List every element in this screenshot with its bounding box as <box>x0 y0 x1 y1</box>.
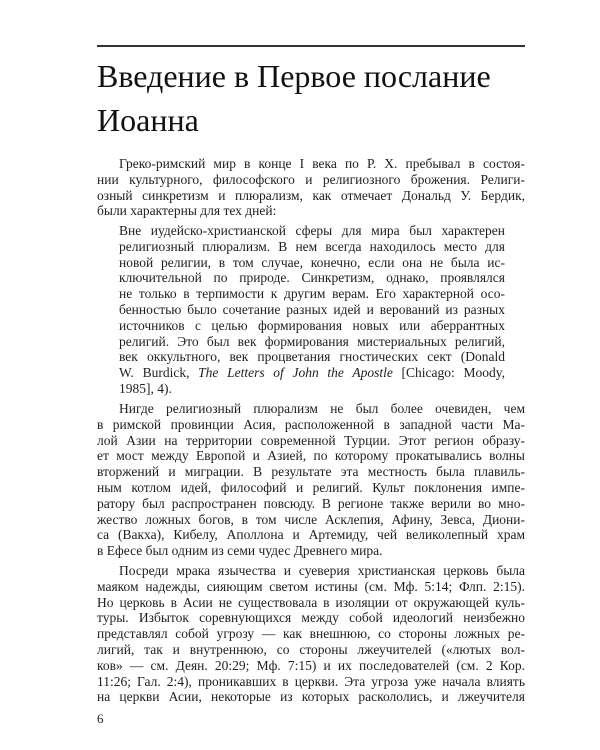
text-line: Греко-римский мир в конце I века по Р. Х. пребывал в состоя- <box>119 156 525 171</box>
page-number: 6 <box>97 711 104 726</box>
text-line: ратору был распространен повсюду. В регионе также верили во мно- <box>97 495 525 511</box>
text-line: 11:26; Гал. 2:4), проникавших в церкви. Эта угроза уже начала влиять <box>97 673 525 689</box>
text-line: лигий, так и внутреннюю, со стороны лжеучителей («лютых вол- <box>97 641 525 657</box>
text-line: нии культурного, философского и религиозного брожения. Религи- <box>97 171 525 187</box>
text-line: Вне иудейско-христианской сферы для мира был характерен <box>119 223 505 238</box>
citation-line <box>119 365 505 381</box>
text-line: в римской провинции Асия, расположенной в западной части Ма- <box>97 416 525 432</box>
citation-publisher: [Chicago: Moody, <box>392 365 505 381</box>
block-quote <box>119 223 505 397</box>
text-line: озный синкретизм и плюрализм, как отмечает Дональд У. Бердик, <box>97 187 525 203</box>
text-line: Нигде религиозный плюрализм не был более очевиден, чем <box>119 401 525 416</box>
title-line: Иоанна <box>97 102 199 138</box>
text-line: лой Азии на территории современной Турции. Этот регион образу- <box>97 432 525 448</box>
text-line: ключительной по природе. Синкретизм, однако, проявлялся <box>119 270 505 286</box>
header-rule <box>97 45 525 47</box>
text-line: туры. Избыток соревнующихся между собой идеологий неизбежно <box>97 610 525 626</box>
text-line: представлял собой угрозу — как внешнюю, со стороны ложных ре- <box>97 626 525 642</box>
text-line: были характерны для тех дней: <box>97 203 277 219</box>
citation-book-title: The Letters of John the Apostle <box>198 365 393 381</box>
citation-author: W. Burdick, <box>119 365 199 381</box>
text-line: Но церковь в Асии не существовала в изоляции от окружающей куль- <box>97 594 525 610</box>
text-line: религиозный плюрализм. В нем всегда находилось место для <box>119 238 505 254</box>
paragraph-2 <box>97 401 525 559</box>
citation-end: 1985], 4). <box>119 380 172 396</box>
chapter-title <box>97 54 491 142</box>
paragraph-1 <box>97 156 525 219</box>
paragraph-3 <box>97 563 525 705</box>
text-line: век оккультного, век процветания гностических сект (Donald <box>119 349 505 365</box>
text-line: не только в терпимости к другим верам. Его характерной осо- <box>119 286 505 302</box>
title-line: Введение в Первое послание <box>97 58 491 94</box>
text-line: ков» — см. Деян. 20:29; Мф. 7:15) и их последователей (см. 2 Кор. <box>97 657 525 673</box>
text-line: ет мост между Европой и Азией, по которому прокатывались волны <box>97 448 525 464</box>
text-line: Посреди мрака язычества и суеверия христианская церковь была <box>119 563 525 578</box>
text-line: источников с целью формирования новых или аберрантных <box>119 317 505 333</box>
text-line: вторжений и миграции. В результате эта местность была плавиль- <box>97 464 525 480</box>
text-line: на церкви Асии, некоторые из которых раскололись, и лжеучителя <box>97 689 525 705</box>
text-line: са (Вакха), Кибелу, Аполлона и Артемиду, чей великолепный храм <box>97 527 525 543</box>
text-line: в Ефесе был одним из семи чудес Древнего мира. <box>97 543 383 559</box>
text-line: жество ложных богов, в том числе Асклепия, Афину, Зевса, Диони- <box>97 511 525 527</box>
text-line: ным котлом идей, философий и религий. Культ поклонения импе- <box>97 479 525 495</box>
text-line: бенностью было сочетание разных идей и верований из разных <box>119 301 505 317</box>
text-line: маяком надежды, сияющим светом истины (см. Мф. 5:14; Флп. 2:15). <box>97 578 525 594</box>
text-line: новой религии, в том случае, конечно, если она не была ис- <box>119 254 505 270</box>
text-line: религий. Это был век формирования мистериальных религий, <box>119 333 505 349</box>
